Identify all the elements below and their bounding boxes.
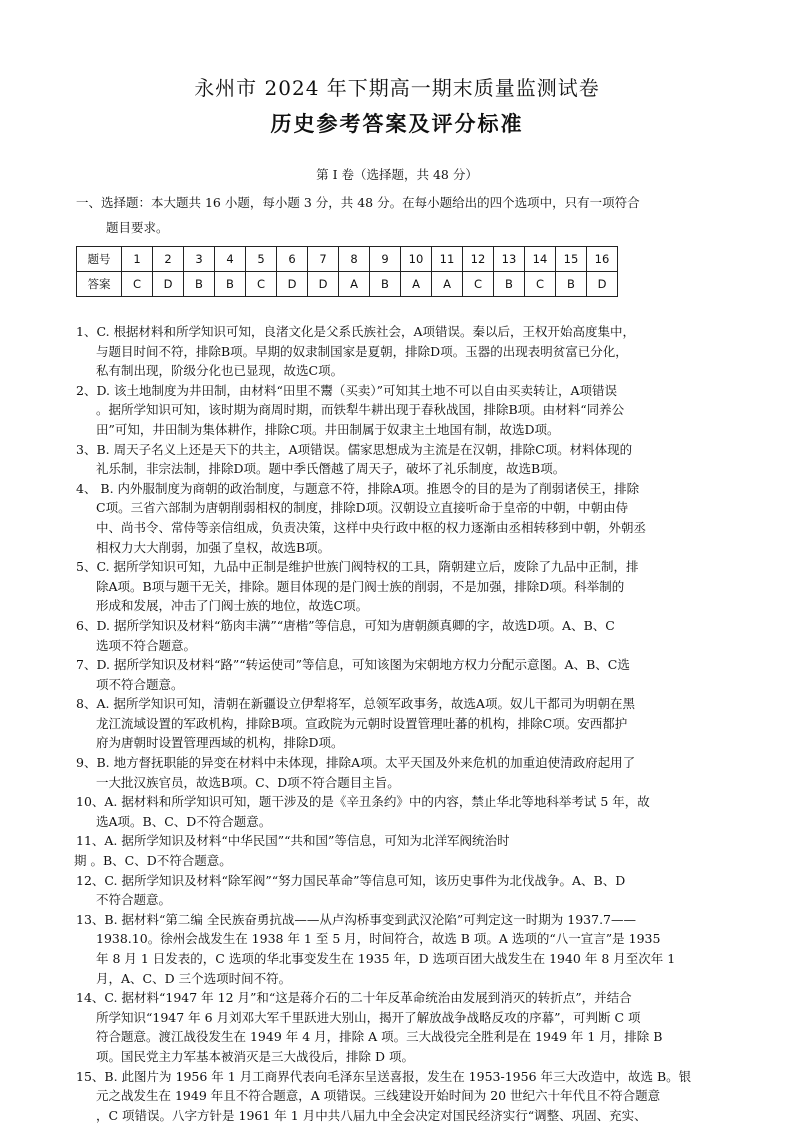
question-number-cell: 9 (370, 247, 401, 272)
list-item (76, 871, 722, 910)
answer-cell: D (153, 272, 184, 297)
list-item (76, 322, 722, 381)
document-subtitle: 历史参考答案及评分标准 (270, 111, 524, 136)
question-number-cell: 11 (432, 247, 463, 272)
list-item (76, 792, 722, 831)
explanation-line: 私有制出现，阶级分化也已显现，故选C项。 (96, 363, 344, 379)
answer-cell: B (215, 272, 246, 297)
section-instructions (76, 190, 726, 240)
list-item (76, 655, 722, 694)
answer-cell: A (401, 272, 432, 297)
answer-cell: C (246, 272, 277, 297)
explanation-line: 15、B. 此图片为 1956 年 1 月工商界代表向毛泽东呈送喜报，发生在 1953-1956 年三大改造中，故选 B。银 (76, 1068, 692, 1084)
question-number-cell: 8 (339, 247, 370, 272)
answer-cell: B (556, 272, 587, 297)
row-label-question: 题号 (77, 247, 122, 272)
explanation-line: 不符合题意。 (96, 892, 172, 908)
explanation-line: 田”可知，井田制为集体耕作，排除C项。井田制属于奴隶主土地国有制，故选D项。 (96, 421, 560, 437)
explanation-line: 一大批汉族官员，故选B项。C、D项不符合题目主旨。 (96, 774, 400, 790)
list-item (76, 831, 722, 870)
instruction-line: 题目要求。 (106, 220, 169, 235)
explanation-line: 1938.10。徐州会战发生在 1938 年 1 至 5 月，时间符合，故选 B 项。A 选项的“八一宣言”是 1935 (96, 931, 661, 947)
part-one-heading: 第 I 卷（选择题，共 48 分） (316, 167, 478, 182)
answer-cell: B (370, 272, 401, 297)
explanation-line: 3、B. 周天子名义上还是天下的共主，A项错误。儒家思想成为主流是在汉朝，排除C项。材料体现的 (76, 441, 633, 457)
explanation-line: 选项不符合题意。 (96, 637, 197, 653)
explanation-line: 选A项。B、C、D不符合题意。 (96, 813, 272, 829)
explanation-line: ，C 项错误。八字方针是 1961 年 1 月中共八届九中全会决定对国民经济实行“调整、巩固、充实、 (96, 1107, 647, 1123)
explanation-line: 府为唐朝时设置管理西域的机构，排除D项。 (96, 735, 344, 751)
explanation-line: 11、A. 据所学知识及材料“中华民国”“共和国”等信息，可知为北洋军阀统治时 (76, 833, 510, 849)
question-number-cell: 6 (277, 247, 308, 272)
list-item (76, 694, 722, 753)
list-item (76, 479, 722, 557)
explanation-line: 6、D. 据所学知识及材料“筋肉丰满”“唐楷”等信息，可知为唐朝颜真卿的字，故选D项。A、B、C (76, 617, 615, 633)
question-number-cell: 12 (463, 247, 494, 272)
question-number-cell: 1 (122, 247, 153, 272)
list-item (76, 1067, 722, 1125)
explanation-line: 相权力大大削弱，加强了皇权，故选B项。 (96, 539, 331, 555)
explanation-line: 8、A. 据所学知识可知，清朝在新疆设立伊犁将军，总领军政事务，故选A项。奴儿干都司为明朝在黑 (76, 696, 635, 712)
explanation-line: 项不符合题意。 (96, 676, 184, 692)
list-item (76, 381, 722, 440)
explanation-line: 除A项。B项与题干无关，排除。题目体现的是门阀士族的削弱，不是加强，排除D项。科举制的 (96, 578, 625, 594)
explanation-line: C项。三省六部制为唐朝削弱相权的制度，排除D项。汉朝设立直接听命于皇帝的中朝，中朝由侍 (96, 500, 629, 516)
list-item (76, 753, 722, 792)
explanation-line: 期 。B、C、D不符合题意。 (74, 853, 232, 869)
explanation-line: 元之战发生在 1949 年且不符合题意，A 项错误。三线建设开始时间为 20 世纪六十年代且不符合题意 (96, 1088, 661, 1104)
list-item (76, 988, 722, 1066)
explanation-line: 9、B. 地方督抚职能的异变在材料中未体现，排除A项。太平天国及外来危机的加重迫使清政府起用了 (76, 755, 636, 771)
answer-cell: A (339, 272, 370, 297)
explanation-line: 5、C. 据所学知识可知，九品中正制是维护世族门阀特权的工具，隋朝建立后，废除了九品中正制，排 (76, 559, 639, 575)
explanation-list (76, 322, 722, 1125)
document-title: 永州市 2024 年下期高一期末质量监测试卷 (194, 76, 600, 100)
explanation-line: 与题目时间不符，排除B项。早期的奴隶制国家是夏朝，排除D项。玉器的出现表明贫富已分化， (96, 343, 628, 359)
explanation-line: 10、A. 据材料和所学知识可知，题干涉及的是《辛丑条约》中的内容，禁止华北等地科举考试 5 年，故 (76, 794, 650, 810)
instruction-line: 一、选择题：本大题共 16 小题，每小题 3 分，共 48 分。在每小题给出的四个选项中，只有一项符合 (76, 195, 640, 210)
explanation-line: 形成和发展，冲击了门阀士族的地位，故选C项。 (96, 598, 369, 614)
question-number-cell: 3 (184, 247, 215, 272)
explanation-line: 礼乐制，非宗法制，排除D项。题中季氏僭越了周天子，破坏了礼乐制度，故选B项。 (96, 461, 566, 477)
answer-cell: C (525, 272, 556, 297)
explanation-line: 项。国民党主力军基本被消灭是三大战役后，排除 D 项。 (96, 1048, 414, 1064)
explanation-line: 中、尚书令、常侍等亲信组成，负责决策，这样中央行政中枢的权力逐渐由丞相转移到中朝，外朝丞 (96, 519, 647, 535)
question-number-cell: 2 (153, 247, 184, 272)
explanation-line: 4、 B. 内外服制度为商朝的政治制度，与题意不符，排除A项。推恩令的目的是为了削弱诸侯王，排除 (76, 480, 640, 496)
question-number-cell: 16 (587, 247, 618, 272)
answer-cell: D (308, 272, 339, 297)
explanation-line: 年 8 月 1 日发表的，C 选项的华北事变发生在 1935 年，D 选项百团大战发生在 1940 年 8 月至次年 1 (96, 951, 676, 966)
explanation-line: 14、C. 据材料“1947 年 12 月”和“这是蒋介石的二十年反革命统治由发展到消灭的转折点”，并结合 (76, 990, 632, 1006)
answer-cell: A (432, 272, 463, 297)
table-row-question-numbers (77, 247, 618, 272)
question-number-cell: 7 (308, 247, 339, 272)
explanation-line: 龙江流域设置的军政机构，排除B项。宣政院为元朝时设置管理吐蕃的机构，排除C项。安西都护 (96, 715, 628, 731)
question-number-cell: 5 (246, 247, 277, 272)
row-label-answer: 答案 (77, 272, 122, 297)
answer-key-table (76, 246, 618, 297)
answer-cell: D (587, 272, 618, 297)
question-number-cell: 14 (525, 247, 556, 272)
list-item (76, 557, 722, 616)
explanation-line: 月，A、C、D 三个选项时间不符。 (96, 970, 292, 986)
explanation-line: 。据所学知识可知，该时期为商周时期，而铁犁牛耕出现于春秋战国，排除B项。由材料“同养公 (96, 402, 625, 418)
explanation-line: 所学知识“1947 年 6 月刘邓大军千里跃进大别山，揭开了解放战争战略反攻的序幕”，可判断 C 项 (96, 1009, 641, 1025)
question-number-cell: 15 (556, 247, 587, 272)
explanation-line: 13、B. 据材料“第二编 全民族奋勇抗战——从卢沟桥事变到武汉沦陷”可判定这一时期为 1937.7—— (76, 911, 637, 927)
answer-cell: C (463, 272, 494, 297)
explanation-line: 符合题意。渡江战役发生在 1949 年 4 月，排除 A 项。三大战役完全胜利是在 1949 年 1 月，排除 B (96, 1029, 663, 1045)
answer-cell: D (277, 272, 308, 297)
explanation-line: 7、D. 据所学知识及材料“路”“转运使司”等信息，可知该图为宋朝地方权力分配示意图。A、B、C选 (76, 657, 630, 673)
explanation-line: 1、C. 根据材料和所学知识可知，良渚文化是父系氏族社会，A项错误。秦以后，王权开始高度集中， (76, 324, 636, 339)
list-item (76, 910, 722, 988)
explanation-line: 2、D. 该土地制度为井田制，由材料“田里不鬻（买卖）”可知其土地不可以自由买卖转让，A项错误 (76, 382, 618, 398)
answer-cell: B (184, 272, 215, 297)
question-number-cell: 10 (401, 247, 432, 272)
answer-cell: B (494, 272, 525, 297)
explanation-line: 12、C. 据所学知识及材料“除军阀”“努力国民革命”等信息可知，该历史事件为北伐战争。A、B、D (76, 872, 626, 888)
table-row-answers (77, 272, 618, 297)
answer-cell: C (122, 272, 153, 297)
list-item (76, 440, 722, 479)
question-number-cell: 4 (215, 247, 246, 272)
list-item (76, 616, 722, 655)
question-number-cell: 13 (494, 247, 525, 272)
